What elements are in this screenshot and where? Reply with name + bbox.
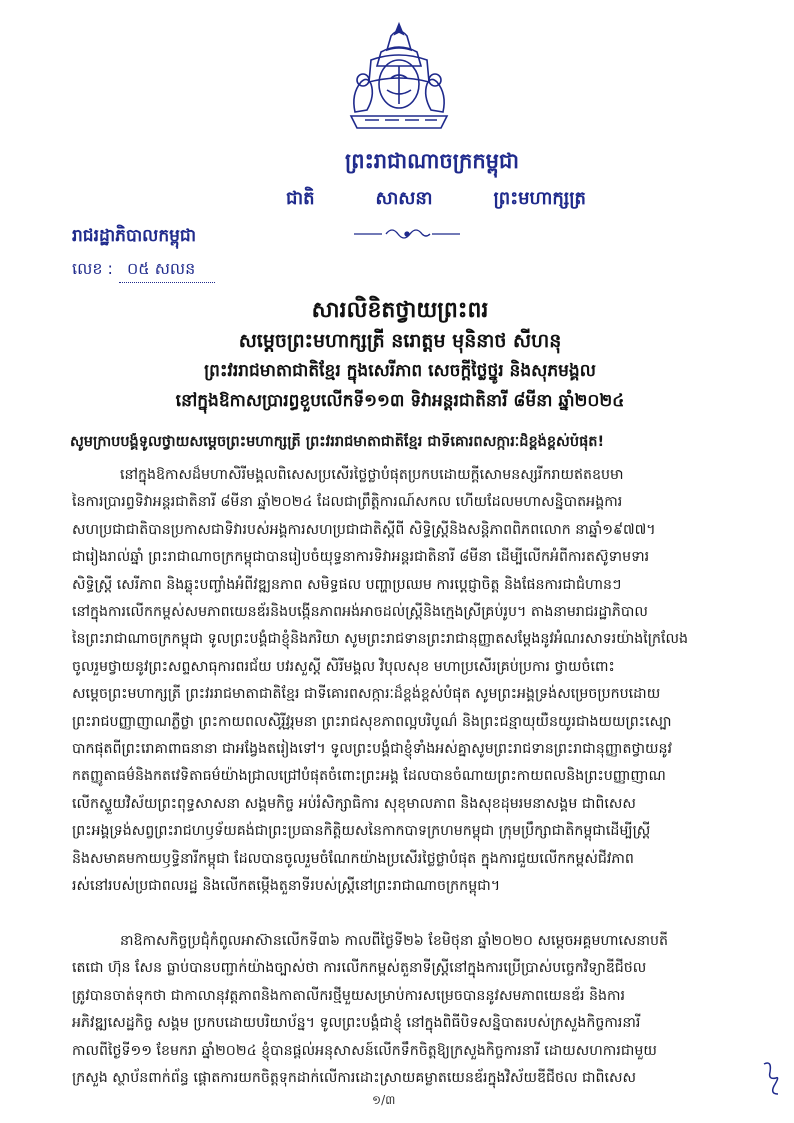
- paragraph-line: រស់នៅរបស់ប្រជាពលរដ្ឋ និងលើកតម្កើងតួនាទីរបស់ស្ត្រីនៅព្រះរាជាណាចក្រកម្ពុជា។: [72, 878, 501, 895]
- paragraph-line: តេជោ ហ៊ុន សែន ធ្លាប់បានបញ្ជាក់យ៉ាងច្បាស់ថា ការលើកកម្ពស់តួនាទីស្ត្រីនៅក្នុងការប្រើប្រាស់បច្ចេកវិទ្យាឌីជីថល: [72, 960, 647, 977]
- occasion-line: នៅក្នុងឱកាសប្រារព្ធខួបលើកទី១១៣ ទិវាអន្តរជាតិនារី ៨មីនា ឆ្នាំ២០២៤: [175, 391, 625, 411]
- body-paragraph-1: [72, 462, 728, 901]
- handwritten-initials-icon: [758, 1058, 784, 1098]
- paragraph-line: នៃព្រះរាជាណាចក្រកម្ពុជា ទូលព្រះបង្គំជាខ្ញុំនិងភរិយា សូមព្រះរាជទានព្រះរាជានុញ្ញាតសម្តែងនូវអំណរសាទរយ៉ាងក្រៃលែង: [72, 631, 689, 648]
- paragraph-line: នៅក្នុងការលើកកម្ពស់សមភាពយេនឌ័រនិងបង្កើនភាពអង់អាចដល់ស្ត្រីនិងក្មេងស្រីគ្រប់រូប។ តាងនាមរាជរដ្ឋាភិបាល: [72, 604, 648, 621]
- document-number: [72, 258, 215, 283]
- paragraph-line: ព្រះអង្គទ្រង់សព្វព្រះរាជហឫទ័យគង់ជាព្រះប្រធានកិត្តិយសនៃកាកបាទក្រហមកម្ពុជា ក្រុមប្រឹក្សាជាតិកម្ពុជាដើម្បីស្ត្រី: [72, 823, 651, 840]
- government-name: រាជរដ្ឋាភិបាលកម្ពុជា: [72, 226, 197, 246]
- paragraph-line: នៃការប្រារព្ធទិវាអន្តរជាតិនារី ៨មីនា ឆ្នាំ២០២៤ ដែលជាព្រឹត្តិការណ៍សកល ហើយដែលមហាសន្និបាតអង្គការ: [72, 494, 623, 511]
- national-motto: [286, 186, 586, 213]
- paragraph-line: អភិវឌ្ឍសេដ្ឋកិច្ច សង្គម ប្រកបដោយបរិយាប័ន្ន។ ទូលព្រះបង្គំជាខ្ញុំ នៅក្នុងពិធីបិទសន្និបាតរបស់ក្រសួងកិច្ចការនារី: [72, 1015, 641, 1032]
- paragraph-line: កាលពីថ្ងៃទី១១ ខែមករា ឆ្នាំ២០២៤ ខ្ញុំបានផ្តល់អនុសាសន៍លើកទឹកចិត្តឱ្យក្រសួងកិច្ចការនារី ដោយសហការជាមួយ: [72, 1042, 657, 1059]
- paragraph-line: នាឱកាសកិច្ចប្រជុំកំពូលអាស៊ានលើកទី៣៦ កាលពីថ្ងៃទី២៦ ខែមិថុនា ឆ្នាំ២០២០ សម្តេចអគ្គមហាសេនាបតី: [120, 933, 669, 949]
- kingdom-title: ព្រះរាជាណាចក្រកម្ពុជា: [344, 149, 519, 173]
- paragraph-line: ជារៀងរាល់ឆ្នាំ ព្រះរាជាណាចក្រកម្ពុជាបានរៀបចំយុទ្ធនាការទិវាអន្តរជាតិនារី ៨មីនា ដើម្បីលើកអំពីការតស៊ូទាមទារ: [72, 549, 650, 566]
- letter-title: សារលិខិតថ្វាយព្រះពរ: [311, 298, 489, 323]
- page-number: ១/៣: [372, 1093, 396, 1107]
- paragraph-line: ក្រសួង ស្ថាប័នពាក់ព័ន្ធ ផ្តោតការយកចិត្តទុកដាក់លើការដោះស្រាយគម្លាតយេនឌ័រក្នុងវិស័យឌីជីថល ជាពិសេស: [72, 1070, 637, 1087]
- paragraph-line: ត្រូវបានចាត់ទុកថា ជាកាលានុវត្តភាពនិងកាតាលីករថ្មីមួយសម្រាប់ការសម្រេចបាននូវសមភាពយេនឌ័រ និងការ: [72, 987, 626, 1004]
- salutation: សូមក្រាបបង្គំទូលថ្វាយសម្តេចព្រះមហាក្សត្រី ព្រះវររាជមាតាជាតិខ្មែរ ជាទីគោរពសក្ការៈដ៏ខ្ពង់ខ្ពស់បំផុត!: [70, 434, 605, 450]
- motto-nation: ជាតិ: [286, 188, 315, 209]
- number-label: លេខ :: [72, 259, 113, 278]
- recipient-name: សម្តេចព្រះមហាក្សត្រី នរោត្តម មុនិនាថ សីហនុ: [238, 330, 562, 352]
- paragraph-line: និងសមាគមកាយឫទ្ធិនារីកម្ពុជា ដែលបានចូលរួមចំណែកយ៉ាងប្រសើរថ្លៃថ្លាបំផុត ក្នុងការជួយលើកកម្ពស់ជីវភាព: [72, 850, 634, 867]
- motto-king: ព្រះមហាក្សត្រ: [493, 188, 586, 209]
- body-paragraph-2: [72, 928, 728, 1092]
- paragraph-line: សម្តេចព្រះមហាក្សត្រី ព្រះវររាជមាតាជាតិខ្មែរ ជាទីគោរពសក្ការៈដ៏ខ្ពង់ខ្ពស់បំផុត សូមព្រះអង្គទ្រង់សម្រេចប្រកបដោយ: [72, 686, 661, 703]
- paragraph-line: នៅក្នុងឱកាសដ៏មហាសិរីមង្គលពិសេសប្រសើរថ្លៃថ្លាបំផុតប្រកបដោយក្តីសោមនស្សរីករាយឥតឧបមា: [120, 467, 624, 483]
- paragraph-line: លើកស្ទួយវិស័យព្រះពុទ្ធសាសនា សង្គមកិច្ច អប់រំសិក្សាធិការ សុខុមាលភាព និងសុខដុមរមនាសង្គម ជាពិសេស: [72, 795, 636, 812]
- paragraph-line: សហប្រជាជាតិបានប្រកាសជាទិវារបស់អង្គការសហប្រជាជាតិស្តីពី សិទ្ធិស្ត្រីនិងសន្តិភាពពិភពលោក នាឆ្នាំ១៩៧៧។: [72, 521, 656, 538]
- recipient-title: ព្រះវររាជមាតាជាតិខ្មែរ ក្នុងសេរីភាព សេចក្តីថ្លៃថ្នូរ និងសុភមង្គល: [204, 361, 596, 381]
- paragraph-line: សិទ្ធិស្ត្រី សេរីភាព និងឆ្លុះបញ្ចាំងអំពីវឌ្ឍនភាព សមិទ្ធផល បញ្ហាប្រឈម ការប្តេជ្ញាចិត្ត និងផែនការជាជំហានៗ: [72, 576, 622, 593]
- paragraph-line: ព្រះរាជបញ្ញាញាណភ្លឺថ្លា ព្រះកាយពលសិរីវរ្ណមនា ព្រះរាជសុខភាពល្អបរិបូណ៌ និងព្រះជន្មាយុយឺនយូរជាងយយព្រះស្បោ: [72, 713, 672, 730]
- number-value: ០៥ សលន: [119, 258, 215, 283]
- ornament-divider-icon: [352, 226, 462, 242]
- royal-coat-of-arms-icon: [341, 20, 457, 136]
- paragraph-line: កតញ្ញូតាធម៌និងកតវេទិតាធម៌យ៉ាងជ្រាលជ្រៅបំផុតចំពោះព្រះអង្គ ដែលបានចំណាយព្រះកាយពលនិងព្រះបញ្ញាញាណ: [72, 768, 666, 785]
- paragraph-line: ចូលរួមថ្វាយនូវព្រះសព្ទសាធុការពរជ័យ បវរសួស្តី សិរីមង្គល វិបុលសុខ មហាប្រសើរគ្រប់ប្រការ ថ្វាយចំពោះ: [72, 658, 615, 675]
- paragraph-line: បាកផុតពីព្រះរោគាពាធនានា ជាអង្វែងតរៀងទៅ។ ទូលព្រះបង្គំជាខ្ញុំទាំងអស់គ្នាសូមព្រះរាជទានព្រះរាជានុញ្ញាតថ្វាយនូវ: [72, 741, 673, 758]
- letter-title-block: [60, 296, 740, 416]
- motto-religion: សាសនា: [375, 188, 433, 209]
